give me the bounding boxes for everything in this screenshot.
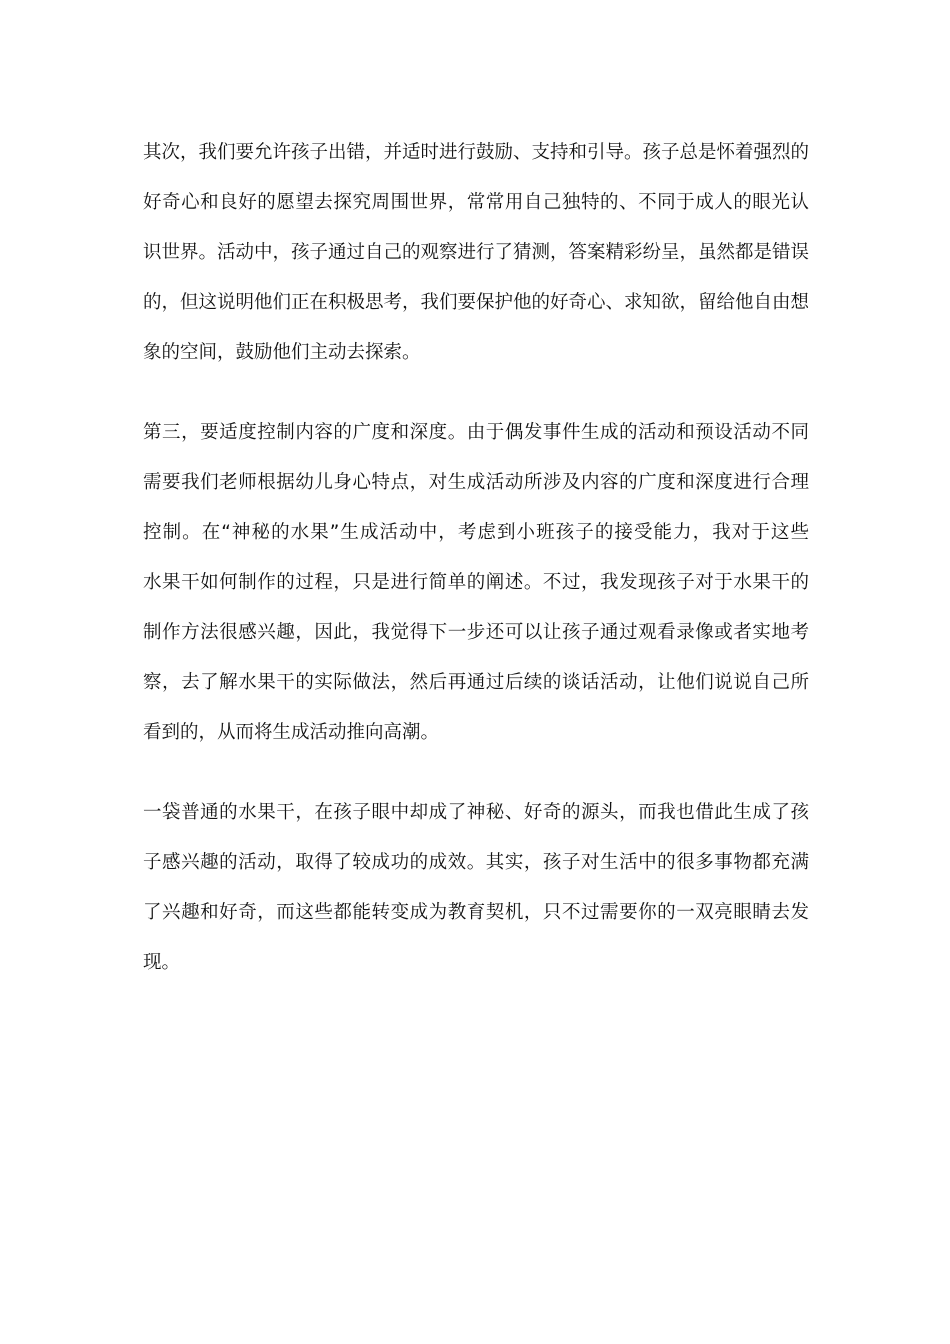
paragraph-line: 第三，要适度控制内容的广度和深度。由于偶发事件生成的活动和预设活动不同 <box>143 422 809 443</box>
paragraph-1 <box>143 128 809 378</box>
paragraph-line: 水果干如何制作的过程，只是进行简单的阐述。不过，我发现孩子对于水果干的 <box>143 572 809 593</box>
paragraph-3 <box>143 788 809 988</box>
paragraph-line: 好奇心和良好的愿望去探究周围世界，常常用自己独特的、不同于成人的眼光认 <box>143 192 809 213</box>
paragraph-line: 象的空间，鼓励他们主动去探索。 <box>143 342 421 363</box>
document-body <box>143 128 809 1018</box>
paragraph-line: 一袋普通的水果干，在孩子眼中却成了神秘、好奇的源头，而我也借此生成了孩 <box>143 802 809 823</box>
paragraph-line: 子感兴趣的活动，取得了较成功的成效。其实，孩子对生活中的很多事物都充满 <box>143 852 809 873</box>
paragraph-2 <box>143 408 809 758</box>
paragraph-line: 察，去了解水果干的实际做法，然后再通过后续的谈话活动，让他们说说自己所 <box>143 672 809 693</box>
paragraph-line: 现。 <box>143 952 181 973</box>
paragraph-line: 看到的，从而将生成活动推向高潮。 <box>143 722 440 743</box>
paragraph-line: 控制。在“神秘的水果”生成活动中，考虑到小班孩子的接受能力，我对于这些 <box>143 522 809 543</box>
paragraph-line: 其次，我们要允许孩子出错，并适时进行鼓励、支持和引导。孩子总是怀着强烈的 <box>143 142 810 163</box>
paragraph-line: 识世界。活动中，孩子通过自己的观察进行了猜测，答案精彩纷呈，虽然都是错误 <box>143 242 810 263</box>
paragraph-line: 的，但这说明他们正在积极思考，我们要保护他的好奇心、求知欲，留给他自由想 <box>143 292 810 313</box>
paragraph-line: 了兴趣和好奇，而这些都能转变成为教育契机，只不过需要你的一双亮眼睛去发 <box>143 902 809 923</box>
paragraph-line: 需要我们老师根据幼儿身心特点，对生成活动所涉及内容的广度和深度进行合理 <box>143 472 809 493</box>
paragraph-line: 制作方法很感兴趣，因此，我觉得下一步还可以让孩子通过观看录像或者实地考 <box>143 622 809 643</box>
